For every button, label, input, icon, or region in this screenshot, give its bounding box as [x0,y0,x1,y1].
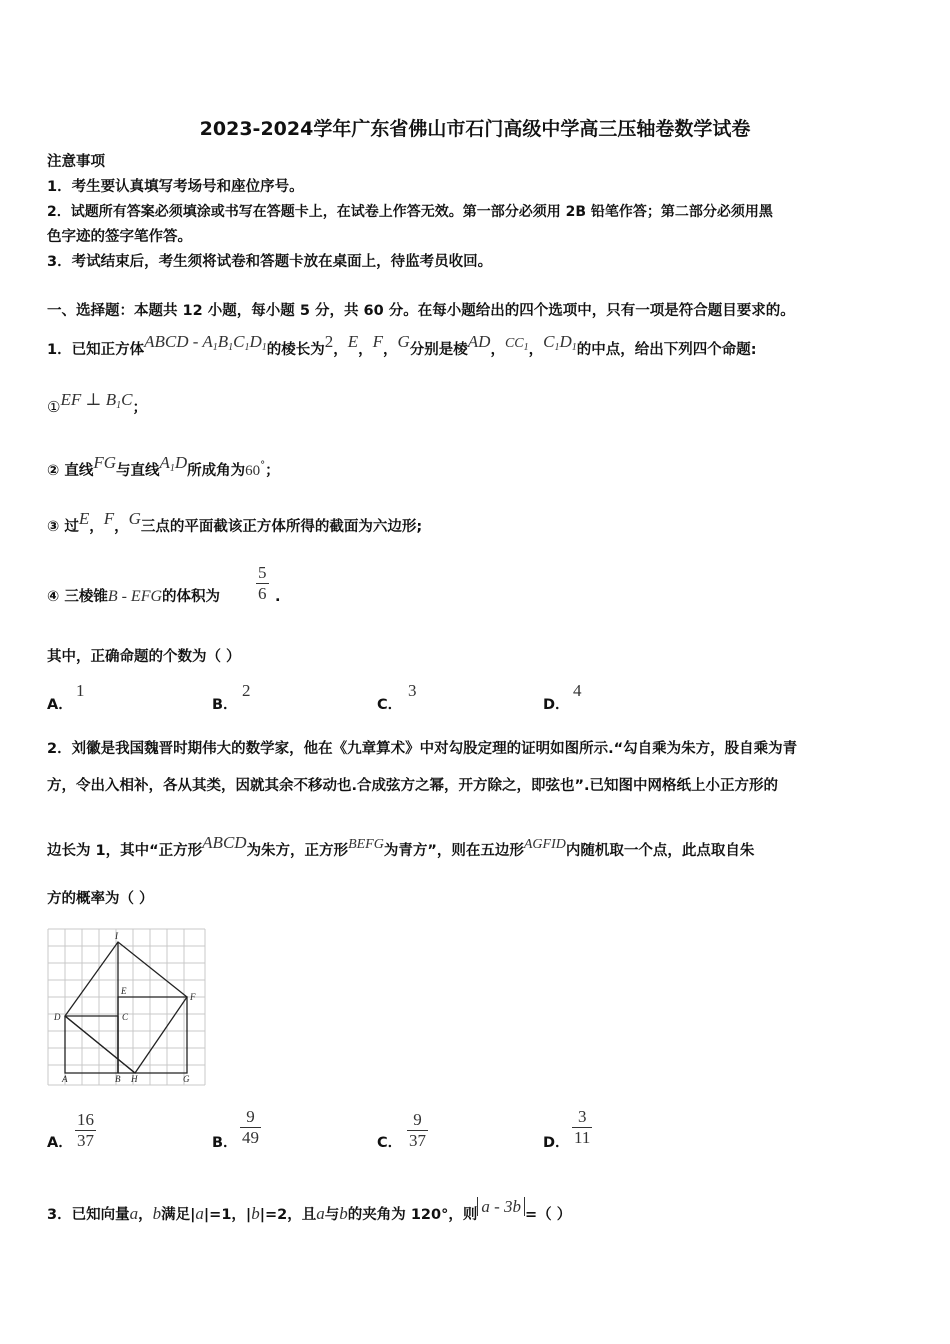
label-g: G [183,1074,190,1084]
q1-p4-end: . [275,589,281,605]
square-abcd [65,1016,118,1073]
q1-proposition-1: ①EF ⊥ $B_1C$； [47,390,147,416]
q2-option-d[interactable]: D． [543,1135,570,1151]
notice-item: 3．考试结束后，考生须将试卷和答题卡放在桌面上，待监考员收回。 [47,254,493,270]
q2-line: 2．刘徽是我国魏晋时期伟大的数学家，他在《九章算术》中对勾股定理的证明如图所示.“勾自乘为朱方，股自乘为青 [47,741,798,757]
label-d: D [54,1012,61,1022]
section-header: 一、选择题：本题共 12 小题，每小题 5 分，共 60 分。在每小题给出的四个选项中，只有一项是符合题目要求的。 [47,303,795,319]
q3-stem: 3．已知向量a，b满足|a|=1，|b|=2，且a与b的夹角为 120°，则 a - 3b =（ ） [47,1197,572,1223]
q1-proposition-4: ④ 三棱锥B - EFG的体积为 [47,588,221,605]
figure-shapes [65,942,187,1073]
notice-heading: 注意事项 [47,154,105,170]
q1-volume-fraction: $\frac{5}{6}$ [258,563,267,603]
q1-stem: 1．已知正方体ABCD - $A_1B_1C_1D_1$的棱长为2，E，F，G分别是棱AD，$CC_1$，$C_1D_1$的中点，给出下列四个命题: [47,332,757,358]
q3-abs-expression: a - 3b [477,1197,525,1216]
q2-line: 方的概率为（ ） [47,891,154,907]
label-a: A [62,1074,68,1084]
q1-option-b[interactable]: B． [212,697,238,713]
q1-option-d-value: 4 [573,681,582,700]
q2-option-b-value: $\frac{9}{49}$ [242,1107,259,1147]
label-h: H [131,1074,138,1084]
notice-item: 2．试题所有答案必须填涂或书写在答题卡上，在试卷上作答无效。第一部分必须用 2B 铅笔作答；第二部分必须用黑 [47,204,773,220]
label-c: C [122,1012,129,1022]
q2-option-a[interactable]: A． [47,1135,73,1151]
q1-edge-length: 2 [324,332,334,351]
square-befg [118,997,187,1073]
q2-grid-figure [47,928,207,1086]
label-b: B [115,1074,121,1084]
q2-option-a-value: $\frac{16}{37}$ [77,1110,94,1150]
q2-line: 方，令出入相补，各从其类，因就其余不移动也.合成弦方之幂，开方除之，即弦也”.已知图中网格纸上小正方形的 [47,778,779,794]
notice-item: 色字迹的签字笔作答。 [47,229,192,245]
q1-option-c-value: 3 [408,681,417,700]
q2-option-b[interactable]: B． [212,1135,238,1151]
q1-option-b-value: 2 [242,681,251,700]
exam-title: 2023-2024学年广东省佛山市石门高级中学高三压轴卷数学试卷 [199,118,751,140]
segment-dh [65,1016,135,1073]
q2-line: 边长为 1，其中“正方形ABCD为朱方，正方形BEFG为青方”，则在五边形AGFID内随机取一个点，此点取自朱 [47,833,755,859]
q2-option-c-value: $\frac{9}{37}$ [409,1110,426,1150]
q1-option-d[interactable]: D． [543,697,570,713]
q1-proposition-2: ② 直线FG与直线$A_1D$所成角为60°； [47,453,280,479]
label-e: E [121,986,127,996]
q1-option-c[interactable]: C． [377,697,403,713]
q1-option-a[interactable]: A． [47,697,73,713]
square-dihf [65,942,187,1073]
label-i: I [115,931,118,941]
notice-item: 1．考生要认真填写考场号和座位序号。 [47,179,304,195]
q1-text: 1．已知正方体 [47,342,145,358]
q2-option-c[interactable]: C． [377,1135,403,1151]
label-f: F [190,992,196,1002]
q1-cube-name: ABCD - $A_1B_1C_1D_1$ [144,332,267,353]
q2-option-d-value: $\frac{3}{11}$ [574,1107,591,1147]
q1-proposition-3: ③ 过E，F，G三点的平面截该正方体所得的截面为六边形; [47,509,423,535]
q1-question: 其中，正确命题的个数为（ ） [47,649,241,665]
q1-option-a-value: 1 [76,681,85,700]
